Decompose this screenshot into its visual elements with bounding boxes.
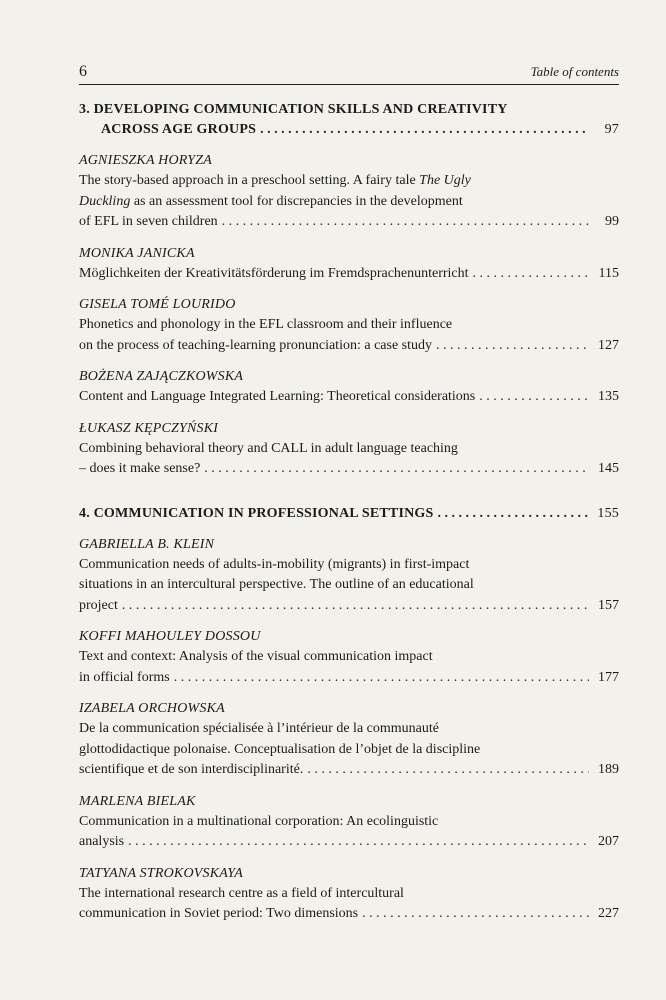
toc-entry[interactable] bbox=[79, 864, 619, 925]
title-text: glottodidactique polonaise. Conceptualisation de l’objet de la discipline bbox=[79, 741, 481, 757]
dot-leader bbox=[479, 387, 589, 408]
title-text: situations in an intercultural perspective. The outline of an educational bbox=[79, 577, 474, 592]
title-text: The international research centre as a field of intercultural bbox=[79, 885, 404, 901]
title-text: in official forms bbox=[79, 669, 170, 685]
dot-leader bbox=[222, 212, 589, 233]
entry-author: MONIKA JANICKA bbox=[79, 245, 195, 261]
toc-entry[interactable] bbox=[79, 151, 619, 233]
dot-leader bbox=[260, 120, 589, 140]
dot-leader bbox=[204, 459, 589, 480]
entry-title bbox=[79, 387, 619, 408]
entry-title bbox=[79, 555, 619, 617]
title-text: Combining behavioral theory and CALL in adult language teaching bbox=[79, 440, 458, 456]
title-text: analysis bbox=[79, 834, 125, 849]
entry-title bbox=[79, 439, 619, 480]
title-text: – does it make sense? bbox=[79, 461, 201, 476]
dot-leader bbox=[174, 668, 589, 689]
section-4 bbox=[79, 504, 619, 925]
section-heading-line: 4. COMMUNICATION IN PROFESSIONAL SETTINGS bbox=[79, 505, 434, 521]
title-text: communication in Soviet period: Two dimensions bbox=[79, 906, 359, 921]
title-italic: Duckling bbox=[79, 193, 131, 209]
title-italic: The Ugly bbox=[419, 173, 471, 188]
page-ref: 157 bbox=[598, 597, 619, 613]
section-heading[interactable] bbox=[79, 504, 619, 524]
page-header bbox=[79, 58, 619, 85]
dot-leader bbox=[438, 504, 590, 524]
entry-author: TATYANA STROKOVSKAYA bbox=[79, 865, 243, 881]
page-ref: 99 bbox=[605, 214, 619, 229]
section-heading[interactable] bbox=[79, 100, 619, 140]
page-ref: 135 bbox=[598, 389, 619, 404]
page-ref: 189 bbox=[598, 762, 619, 777]
title-text: The story-based approach in a preschool setting. A fairy tale bbox=[79, 173, 420, 188]
entry-author: BOŻENA ZAJĄCZKOWSKA bbox=[79, 369, 244, 384]
dot-leader bbox=[436, 336, 589, 357]
entry-title bbox=[79, 812, 619, 853]
entry-title bbox=[79, 647, 619, 688]
title-text: Phonetics and phonology in the EFL classroom and their influence bbox=[79, 317, 453, 332]
running-title: Table of contents bbox=[530, 64, 619, 79]
toc-entry[interactable] bbox=[79, 535, 619, 617]
dot-leader bbox=[362, 904, 589, 925]
toc-entry[interactable] bbox=[79, 244, 619, 285]
entry-author: GISELA TOMÉ LOURIDO bbox=[79, 297, 236, 312]
section-3 bbox=[79, 100, 619, 480]
entry-author: ŁUKASZ KĘPCZYŃSKI bbox=[79, 420, 219, 436]
dot-leader bbox=[128, 832, 589, 853]
title-text: Content and Language Integrated Learning: Theoretical considerations bbox=[79, 389, 476, 404]
page-ref: 227 bbox=[598, 906, 619, 921]
page-ref: 177 bbox=[598, 669, 619, 685]
title-text: Text and context: Analysis of the visual communication impact bbox=[79, 649, 433, 664]
table-of-contents bbox=[79, 100, 619, 925]
entry-author: GABRIELLA B. KLEIN bbox=[79, 536, 215, 552]
page-ref: 145 bbox=[598, 461, 619, 476]
toc-entry[interactable] bbox=[79, 367, 619, 408]
page-number: 6 bbox=[79, 63, 87, 80]
entry-title bbox=[79, 171, 619, 233]
section-heading-line: 3. DEVELOPING COMMUNICATION SKILLS AND CREATIVITY bbox=[79, 102, 508, 117]
title-text: as an assessment tool for discrepancies in the development bbox=[130, 193, 463, 209]
toc-entry[interactable] bbox=[79, 295, 619, 356]
title-text: scientifique et de son interdisciplinarité. bbox=[79, 762, 304, 777]
entry-title bbox=[79, 264, 619, 285]
dot-leader bbox=[473, 264, 589, 285]
entry-author: AGNIESZKA HORYZA bbox=[79, 153, 212, 168]
page-ref: 97 bbox=[604, 122, 619, 137]
toc-entry[interactable] bbox=[79, 419, 619, 480]
page-ref: 155 bbox=[597, 505, 619, 521]
page-ref: 115 bbox=[598, 265, 619, 281]
toc-entry[interactable] bbox=[79, 699, 619, 781]
dot-leader bbox=[307, 760, 589, 781]
entry-author: KOFFI MAHOULEY DOSSOU bbox=[79, 629, 261, 644]
toc-entry[interactable] bbox=[79, 792, 619, 853]
page-ref: 207 bbox=[598, 834, 619, 849]
entry-author: IZABELA ORCHOWSKA bbox=[79, 701, 225, 716]
title-text: De la communication spécialisée à l’intérieur de la communauté bbox=[79, 721, 439, 736]
page-ref: 127 bbox=[598, 337, 619, 353]
title-text: Möglichkeiten der Kreativitätsförderung im Fremdsprachenunterricht bbox=[79, 265, 469, 281]
entry-title bbox=[79, 315, 619, 356]
title-text: project bbox=[79, 597, 118, 613]
toc-entry[interactable] bbox=[79, 627, 619, 688]
title-text: Communication in a multinational corporation: An ecolinguistic bbox=[79, 813, 439, 829]
title-text: Communication needs of adults-in-mobility (migrants) in first-impact bbox=[79, 556, 470, 572]
title-text: on the process of teaching-learning pronunciation: a case study bbox=[79, 337, 432, 353]
entry-author: MARLENA BIELAK bbox=[79, 793, 196, 809]
dot-leader bbox=[122, 596, 589, 617]
title-text: of EFL in seven children bbox=[79, 214, 218, 229]
section-heading-line: ACROSS AGE GROUPS bbox=[101, 122, 257, 137]
entry-title bbox=[79, 884, 619, 925]
entry-title bbox=[79, 719, 619, 781]
